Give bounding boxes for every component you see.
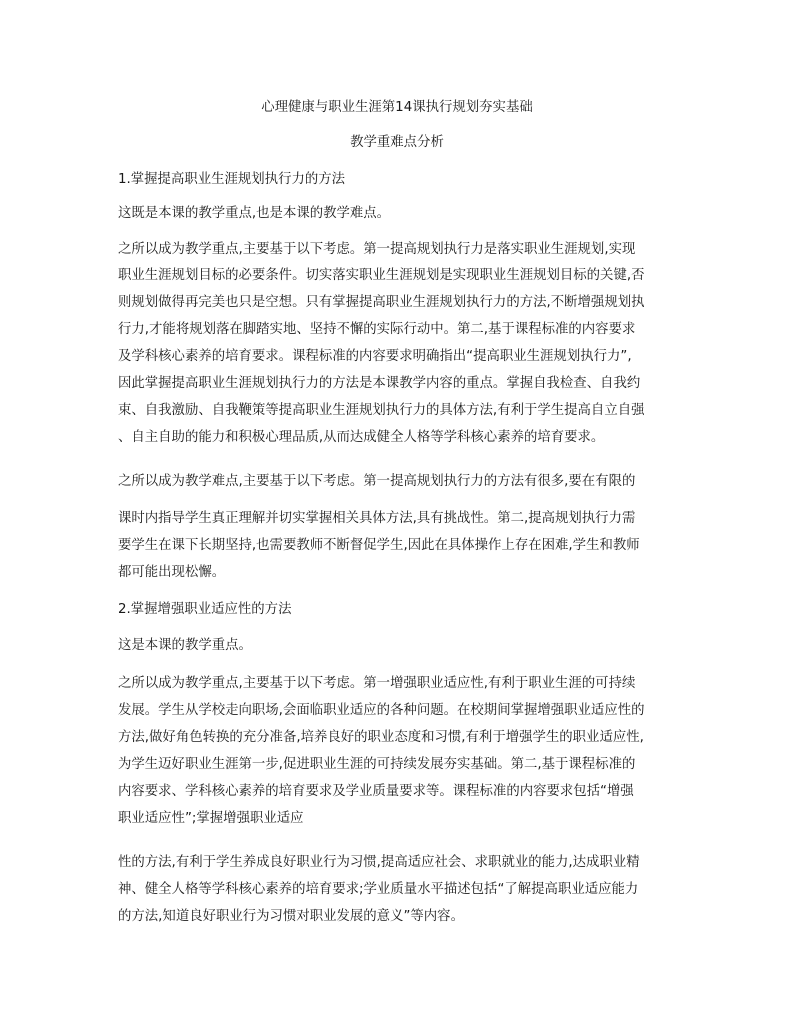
- paragraph-line: 内容要求、学科核心素养的培育要求及学业质量要求等。课程标准的内容要求包括“增强: [118, 784, 634, 799]
- paragraph-line: 、自主自助的能力和积极心理品质,从而达成健全人格等学科核心素养的培育要求。: [118, 430, 605, 445]
- paragraph-line: 发展。学生从学校走向职场,会面临职业适应的各种问题。在校期间掌握增强职业适应性的: [118, 703, 645, 718]
- paragraph-line: 都可能出现松懈。: [118, 565, 226, 580]
- paragraph-line: 神、健全人格等学科核心素养的培育要求;学业质量水平描述包括“了解提高职业适应能力: [118, 882, 639, 897]
- section-heading-2: 2.掌握增强职业适应性的方法: [118, 602, 292, 617]
- paragraph-line: 之所以成为教学难点,主要基于以下考虑。第一提高规划执行力的方法有很多,要在有限的: [118, 474, 636, 489]
- section-heading-1: 1.掌握提高职业生涯规划执行力的方法: [118, 172, 346, 187]
- paragraph-line: 职业适应性”;掌握增强职业适应: [118, 811, 304, 826]
- paragraph-line: 课时内指导学生真正理解并切实掌握相关具体方法,具有挑战性。第二,提高规划执行力需: [118, 511, 636, 526]
- paragraph-line: 则规划做得再完美也只是空想。只有掌握提高职业生涯规划执行力的方法,不断增强规划执: [118, 295, 645, 310]
- paragraph-line: 职业生涯规划目标的必要条件。切实落实职业生涯规划是实现职业生涯规划目标的关键,否: [118, 268, 645, 283]
- paragraph-line: 之所以成为教学重点,主要基于以下考虑。第一提高规划执行力是落实职业生涯规划,实现: [118, 242, 636, 257]
- paragraph-line: 为学生迈好职业生涯第一步,促进职业生涯的可持续发展夯实基础。第二,基于课程标准的: [118, 757, 636, 772]
- paragraph-line: 的方法,知道良好职业行为习惯对职业发展的意义”等内容。: [118, 909, 464, 924]
- paragraph-line: 这是本课的教学重点。: [118, 638, 252, 653]
- document-subtitle: 教学重难点分析: [350, 135, 444, 150]
- paragraph-line: 之所以成为教学重点,主要基于以下考虑。第一增强职业适应性,有利于职业生涯的可持续: [118, 676, 636, 691]
- paragraph-line: 及学科核心素养的培育要求。课程标准的内容要求明确指出“提高职业生涯规划执行力”,: [118, 349, 632, 364]
- document-title: 心理健康与职业生涯第14课执行规划夯实基础: [261, 100, 533, 115]
- paragraph-line: 性的方法,有利于学生养成良好职业行为习惯,提高适应社会、求职就业的能力,达成职业精: [118, 855, 640, 870]
- paragraph-line: 这既是本课的教学重点,也是本课的教学难点。: [118, 206, 391, 221]
- paragraph-line: 方法,做好角色转换的充分准备,培养良好的职业态度和习惯,有利于增强学生的职业适应性,: [118, 730, 644, 745]
- paragraph-line: 因此掌握提高职业生涯规划执行力的方法是本课教学内容的重点。掌握自我检查、自我约: [118, 376, 641, 391]
- paragraph-line: 行力,才能将规划落在脚踏实地、坚持不懈的实际行动中。第二,基于课程标准的内容要求: [118, 322, 636, 337]
- paragraph-line: 束、自我激励、自我鞭策等提高职业生涯规划执行力的具体方法,有利于学生提高自立自强: [118, 403, 645, 418]
- paragraph-line: 要学生在课下长期坚持,也需要教师不断督促学生,因此在具体操作上存在困难,学生和教师: [118, 538, 640, 553]
